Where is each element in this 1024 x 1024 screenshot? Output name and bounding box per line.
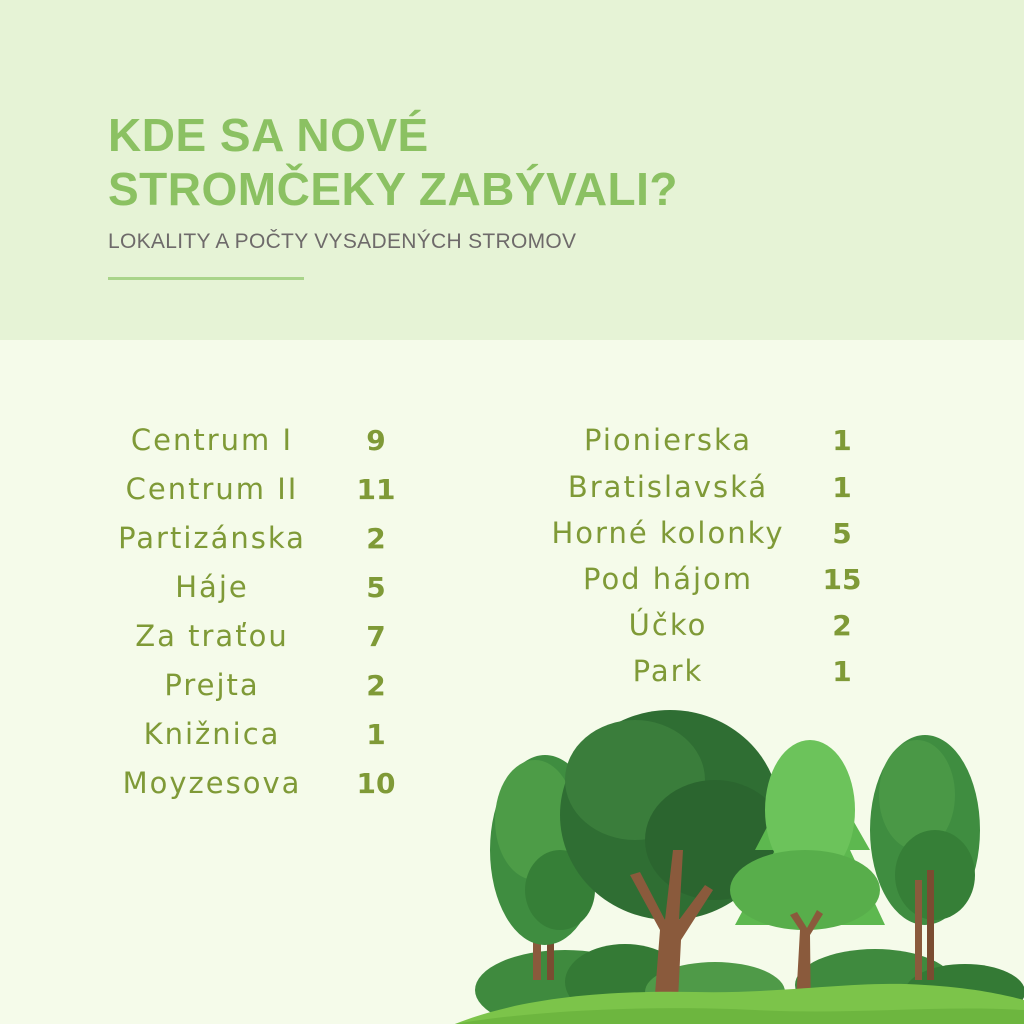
location-count: 2 (366, 669, 386, 702)
title-line-2: STROMČEKY ZABÝVALI? (108, 163, 679, 215)
location-count: 15 (822, 563, 862, 596)
location-name: Park (632, 654, 704, 688)
location-name: Moyzesova (122, 766, 302, 800)
location-name: Knižnica (143, 717, 281, 751)
location-name: Pod hájom (582, 562, 754, 596)
location-count: 1 (832, 424, 852, 457)
page-title (108, 108, 908, 216)
location-name: Horné kolonky (551, 516, 785, 550)
location-name: Pionierska (583, 423, 753, 457)
location-name: Bratislavská (567, 470, 769, 504)
location-name: Účko (628, 608, 708, 642)
location-count: 1 (366, 718, 386, 751)
location-count: 1 (832, 471, 852, 504)
location-count: 2 (366, 522, 386, 555)
page-subtitle: LOKALITY A POČTY VYSADENÝCH STROMOV (108, 230, 577, 253)
location-count: 11 (356, 473, 396, 506)
location-count: 7 (366, 620, 386, 653)
location-name: Prejta (164, 668, 260, 702)
location-count: 9 (366, 424, 386, 457)
tree-right-icon (870, 735, 980, 980)
location-name: Centrum II (125, 472, 299, 506)
location-count: 10 (356, 767, 396, 800)
location-count: 5 (366, 571, 386, 604)
location-name: Háje (175, 570, 249, 604)
title-line-1: KDE SA NOVÉ (108, 109, 429, 161)
location-count: 5 (832, 517, 852, 550)
title-divider (108, 277, 304, 280)
location-name: Partizánska (118, 521, 306, 555)
trees-illustration (455, 700, 1024, 1024)
location-name: Centrum I (130, 423, 294, 457)
location-name: Za traťou (135, 619, 289, 653)
location-count: 1 (832, 655, 852, 688)
location-count: 2 (832, 609, 852, 642)
